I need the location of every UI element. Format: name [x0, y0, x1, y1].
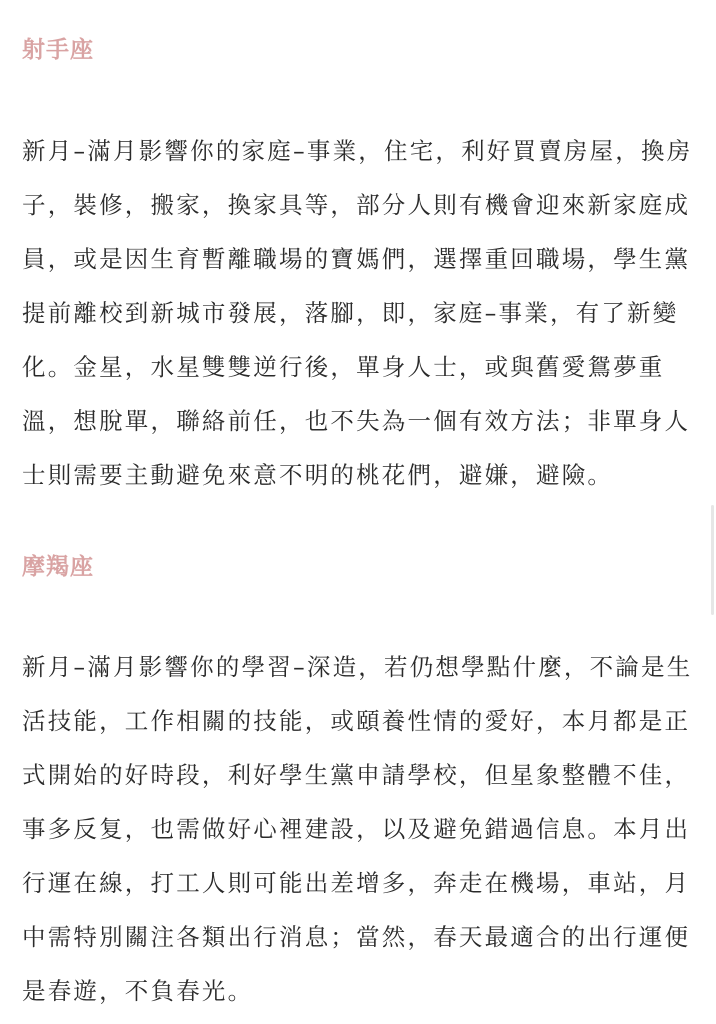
- scrollbar[interactable]: [711, 505, 714, 615]
- text-line: 活技能，工作相關的技能，或頤養性情的愛好，本月都是正: [22, 707, 691, 735]
- text-line: 溫，想脫單，聯絡前任，也不失為一個有效方法；非單身人: [22, 407, 691, 435]
- text-line: 中需特別關注各類出行消息；當然，春天最適合的出行運便: [22, 923, 691, 951]
- text-line: 化。金星，水星雙雙逆行後，單身人士，或與舊愛鴛夢重: [22, 353, 665, 381]
- text-line: 士則需要主動避免來意不明的桃花們，避嫌，避險。: [22, 461, 614, 489]
- paragraph-sagittarius: [22, 124, 698, 502]
- text-line: 新月–滿月影響你的家庭–事業，住宅，利好買賣房屋，換房: [22, 137, 693, 165]
- text-line: 員，或是因生育暫離職場的寶媽們，選擇重回職場，學生黨: [22, 245, 691, 273]
- text-line: 事多反复，也需做好心裡建設，以及避免錯過信息。本月出: [22, 815, 691, 843]
- paragraph-capricorn: [22, 640, 698, 1018]
- text-line: 是春遊，不負春光。: [22, 977, 254, 1005]
- text-line: 新月–滿月影響你的學習–深造，若仍想學點什麼，不論是生: [22, 653, 693, 681]
- section-title-sagittarius: 射手座: [22, 37, 94, 63]
- text-line: 提前離校到新城市發展，落腳，即，家庭–事業，有了新變: [22, 299, 679, 327]
- text-line: 子，裝修，搬家，換家具等，部分人則有機會迎來新家庭成: [22, 191, 691, 219]
- text-line: 式開始的好時段，利好學生黨申請學校，但星象整體不佳，: [22, 761, 691, 789]
- section-title-capricorn: 摩羯座: [22, 554, 94, 580]
- text-line: 行運在線，打工人則可能出差增多，奔走在機場，車站，月: [22, 869, 691, 897]
